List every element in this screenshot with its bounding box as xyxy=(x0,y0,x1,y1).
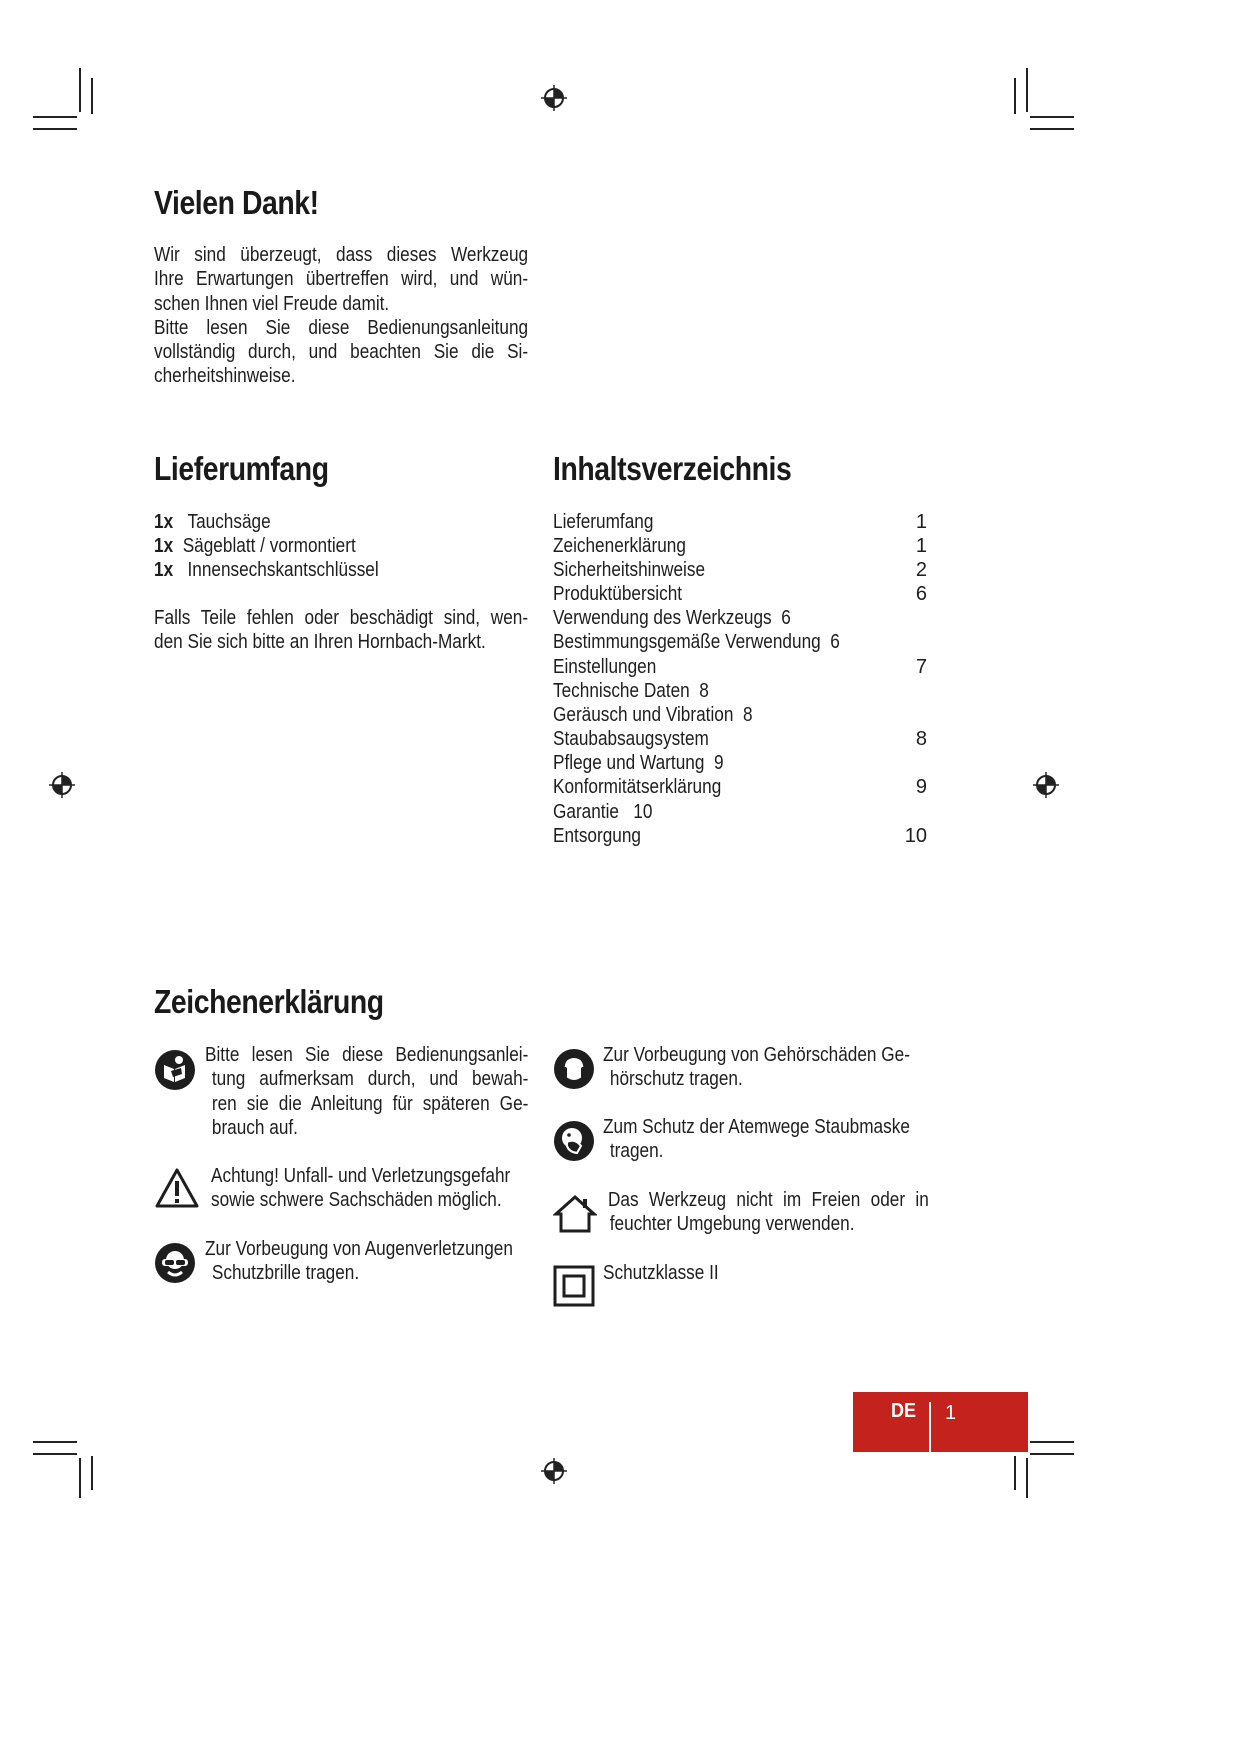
scope-note-line: Falls Teile fehlen oder beschädigt sind, wen- xyxy=(154,607,529,629)
safety-goggles-icon xyxy=(154,1242,196,1284)
toc-entry[interactable] xyxy=(553,606,927,630)
toc-entry[interactable] xyxy=(553,679,927,703)
toc-entry-label: Zeichenerklärung xyxy=(553,535,686,557)
page-footer-badge xyxy=(853,1392,1028,1452)
intro-line: Ihre Erwartungen übertreffen wird, und wün- xyxy=(154,268,529,291)
page-number: 1 xyxy=(945,1402,957,1424)
legend-line: Bitte lesen Sie diese Bedienungsanlei- xyxy=(205,1044,529,1066)
language-code: DE xyxy=(891,1400,917,1422)
toc-entry[interactable] xyxy=(553,534,927,558)
toc-entry[interactable] xyxy=(553,824,927,848)
toc-entry-label: Produktübersicht xyxy=(553,583,683,605)
legend-mask-text xyxy=(603,1115,910,1164)
scope-item xyxy=(154,558,379,582)
intro-line: Wir sind überzeugt, dass dieses Werkzeug xyxy=(154,244,529,266)
toc-entry[interactable] xyxy=(553,800,927,824)
toc-entry-page: 1 xyxy=(915,511,927,533)
scope-item-name: Tauchsäge xyxy=(187,511,271,533)
toc-entry[interactable] xyxy=(553,510,927,534)
legend-line: feuchter Umgebung verwenden. xyxy=(609,1213,855,1236)
toc-entry-label: Pflege und Wartung 9 xyxy=(553,752,724,774)
legend-line: hörschutz tragen. xyxy=(609,1068,743,1091)
scope-note-line: den Sie sich bitte an Ihren Hornbach-Markt. xyxy=(154,631,486,654)
legend-ear-text xyxy=(603,1043,910,1092)
legend-indoor-text xyxy=(608,1188,929,1237)
legend-line: sowie schwere Sachschäden möglich. xyxy=(211,1189,502,1212)
toc-entry-label: Einstellungen xyxy=(553,656,657,678)
toc-entry[interactable] xyxy=(553,630,927,654)
toc-entry[interactable] xyxy=(553,582,927,606)
intro-line: vollständig durch, und beachten Sie die Si- xyxy=(154,341,529,364)
toc-entry[interactable] xyxy=(553,558,927,582)
scope-item-qty: 1x xyxy=(154,511,174,533)
toc-entry-page: 1 xyxy=(915,535,927,557)
scope-title: Lieferumfang xyxy=(154,450,329,487)
intro-paragraph xyxy=(154,243,528,389)
toc-entry[interactable] xyxy=(553,655,927,679)
registration-mark-icon xyxy=(540,1457,568,1485)
legend-line: Zum Schutz der Atemwege Staubmaske xyxy=(603,1116,910,1138)
legend-line: Zur Vorbeugung von Augenverletzungen xyxy=(205,1238,513,1260)
registration-mark-icon xyxy=(48,771,76,799)
dust-mask-icon xyxy=(553,1120,595,1162)
scope-item-qty: 1x xyxy=(154,535,174,557)
registration-mark-icon xyxy=(540,84,568,112)
scope-item xyxy=(154,534,356,558)
toc-entry-label: Technische Daten 8 xyxy=(553,680,709,702)
toc-entry[interactable] xyxy=(553,751,927,775)
legend-line: Zur Vorbeugung von Gehörschäden Ge- xyxy=(603,1044,910,1066)
toc-entry-page: 10 xyxy=(904,825,927,847)
legend-line: brauch auf. xyxy=(211,1116,298,1139)
legend-line: Schutzklasse II xyxy=(603,1262,719,1284)
indoor-use-house-icon xyxy=(553,1193,597,1235)
legend-line: Schutzbrille tragen. xyxy=(211,1262,360,1285)
legend-line: tung aufmerksam durch, und bewah- xyxy=(211,1068,529,1091)
toc-entry-label: Garantie 10 xyxy=(553,801,653,823)
toc-entry-page: 8 xyxy=(915,728,927,750)
toc-entry-label: Sicherheitshinweise xyxy=(553,559,706,581)
legend-line: ren sie die Anleitung für späteren Ge- xyxy=(211,1092,529,1115)
legend-title: Zeichenerklärung xyxy=(154,983,384,1020)
intro-title: Vielen Dank! xyxy=(154,184,319,221)
protection-class-ii-icon xyxy=(553,1265,595,1307)
toc-entry[interactable] xyxy=(553,775,927,799)
toc-entry[interactable] xyxy=(553,727,927,751)
toc-entry-page: 2 xyxy=(915,559,927,581)
scope-item-name: Sägeblatt / vormontiert xyxy=(182,535,356,557)
legend-class2-text xyxy=(603,1261,719,1285)
legend-line: Das Werkzeug nicht im Freien oder in xyxy=(608,1189,929,1211)
legend-read-manual-text xyxy=(205,1043,528,1140)
toc-entry-label: Entsorgung xyxy=(553,825,641,847)
toc-entry-label: Verwendung des Werkzeugs 6 xyxy=(553,607,791,629)
scope-item-name: Innensechskantschlüssel xyxy=(187,559,379,581)
toc-entry-label: Lieferumfang xyxy=(553,511,654,533)
toc-entry-page: 7 xyxy=(915,656,927,678)
legend-goggles-text xyxy=(205,1237,513,1286)
toc-entry[interactable] xyxy=(553,703,927,727)
toc-entry-page: 9 xyxy=(915,776,927,798)
intro-line: cherheitshinweise. xyxy=(154,365,296,388)
scope-item-qty: 1x xyxy=(154,559,174,581)
scope-note xyxy=(154,606,528,655)
intro-line: Bitte lesen Sie diese Bedienungsanleitung xyxy=(154,316,529,339)
toc-entry-page: 6 xyxy=(915,583,927,605)
toc-entry-label: Konformitätserklärung xyxy=(553,776,722,798)
ear-protection-icon xyxy=(553,1048,595,1090)
toc-entry-label: Geräusch und Vibration 8 xyxy=(553,704,753,726)
toc-entry-label: Staubabsaugsystem xyxy=(553,728,709,750)
legend-line: tragen. xyxy=(609,1140,664,1163)
scope-item xyxy=(154,510,271,534)
intro-line: schen Ihnen viel Freude damit. xyxy=(154,292,390,315)
legend-line: Achtung! Unfall- und Verletzungsgefahr xyxy=(211,1165,511,1187)
read-manual-icon xyxy=(154,1049,196,1091)
legend-warning-text xyxy=(211,1164,510,1213)
registration-mark-icon xyxy=(1032,771,1060,799)
warning-triangle-icon xyxy=(154,1167,200,1209)
badge-divider xyxy=(929,1402,931,1454)
toc-entry-label: Bestimmungsgemäße Verwendung 6 xyxy=(553,631,840,653)
toc-title: Inhaltsverzeichnis xyxy=(553,450,792,487)
